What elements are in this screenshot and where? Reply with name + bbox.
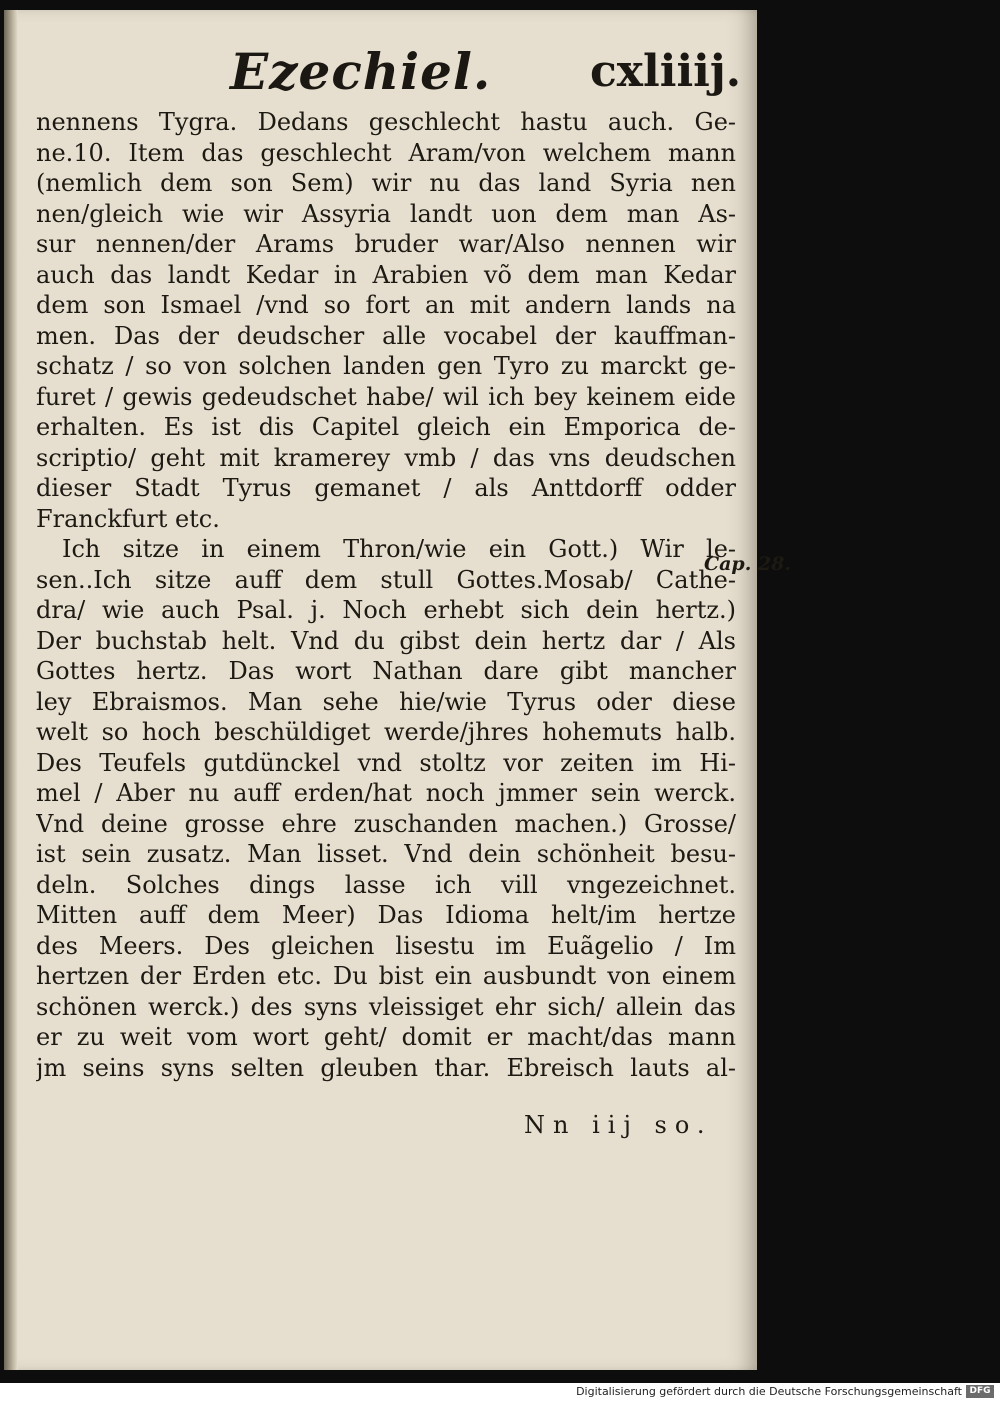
folio-number: cxliiij. — [590, 46, 742, 97]
text-line: sur nennen/der Arams bruder war/Also nennen wir — [36, 230, 736, 258]
text-line: deln. Solches dings lasse ich vill vngezeichnet. — [36, 870, 736, 899]
text-line: ley Ebraismos. Man sehe hie/wie Tyrus oder diese — [36, 687, 736, 716]
footer-credit: Digitalisierung gefördert durch die Deutsche Forschungsgemeinschaft — [576, 1385, 962, 1398]
text-line: Vnd deine grosse ehre zuschanden machen.) Grosse/ — [36, 809, 736, 838]
footer-bar — [0, 1383, 1000, 1402]
page-header — [4, 0, 757, 110]
text-line: Der buchstab helt. Vnd du gibst dein hertz dar / Als — [36, 626, 736, 655]
page-gutter-shadow — [4, 10, 18, 1370]
text-line: Des Teufels gutdünckel vnd stoltz vor zeiten im Hi- — [36, 748, 736, 777]
signature-mark: Nn iij so. — [524, 1111, 713, 1139]
text-line: mel / Aber nu auff erden/hat noch jmmer sein werck. — [36, 779, 736, 807]
text-line: Mitten auff dem Meer) Das Idioma helt/im hertze — [36, 901, 736, 929]
text-line: furet / gewis gedeudschet habe/ wil ich bey keinem eide — [36, 382, 736, 411]
text-line: welt so hoch beschüldiget werde/jhres hohemuts halb. — [36, 718, 736, 746]
text-line: dem son Ismael /vnd so fort an mit andern lands na — [36, 291, 736, 319]
text-line: Gottes hertz. Das wort Nathan dare gibt mancher — [36, 657, 736, 685]
text-line: hertzen der Erden etc. Du bist ein ausbundt von einem — [36, 962, 736, 990]
text-line: er zu weit vom wort geht/ domit er macht/das mann — [36, 1023, 736, 1051]
text-line: (nemlich dem son Sem) wir nu das land Syria nen — [36, 169, 736, 197]
text-line: schatz / so von solchen landen gen Tyro zu marckt ge- — [36, 352, 736, 380]
text-line: auch das landt Kedar in Arabien võ dem man Kedar — [36, 260, 736, 289]
text-line: dra/ wie auch Psal. j. Noch erhebt sich dein hertz.) — [36, 596, 736, 624]
text-line: Ich sitze in einem Thron/wie ein Gott.) Wir le- — [62, 535, 736, 563]
text-line: des Meers. Des gleichen lisestu im Euãgelio / Im — [36, 931, 736, 960]
text-line: sen..Ich sitze auff dem stull Gottes.Mosab/ Cathe- — [36, 565, 736, 594]
text-line: schönen werck.) des syns vleissiget ehr sich/ allein das — [36, 992, 736, 1021]
text-line: nennens Tygra. Dedans geschlecht hastu auch. Ge- — [36, 108, 736, 136]
text-line: scriptio/ geht mit kramerey vmb / das vns deudschen — [36, 443, 736, 472]
text-line: dieser Stadt Tyrus gemanet / als Anttdorff odder — [36, 474, 736, 502]
margin-note-chapter: Cap. 28. — [704, 553, 792, 575]
running-title: Ezechiel. — [230, 42, 492, 101]
dfg-logo-icon: DFG — [966, 1385, 994, 1398]
text-line: erhalten. Es ist dis Capitel gleich ein Emporica de- — [36, 413, 736, 441]
text-line: men. Das der deudscher alle vocabel der kauffman- — [36, 321, 736, 350]
body-text — [36, 107, 736, 1083]
text-line: ist sein zusatz. Man lisset. Vnd dein schönheit besu- — [36, 840, 736, 868]
text-line: Franckfurt etc. — [36, 504, 220, 533]
text-line: ne.10. Item das geschlecht Aram/von welchem mann — [36, 138, 736, 167]
text-line: jm seins syns selten gleuben thar. Ebreisch lauts al- — [36, 1053, 736, 1082]
text-line: nen/gleich wie wir Assyria landt uon dem man As- — [36, 199, 736, 228]
